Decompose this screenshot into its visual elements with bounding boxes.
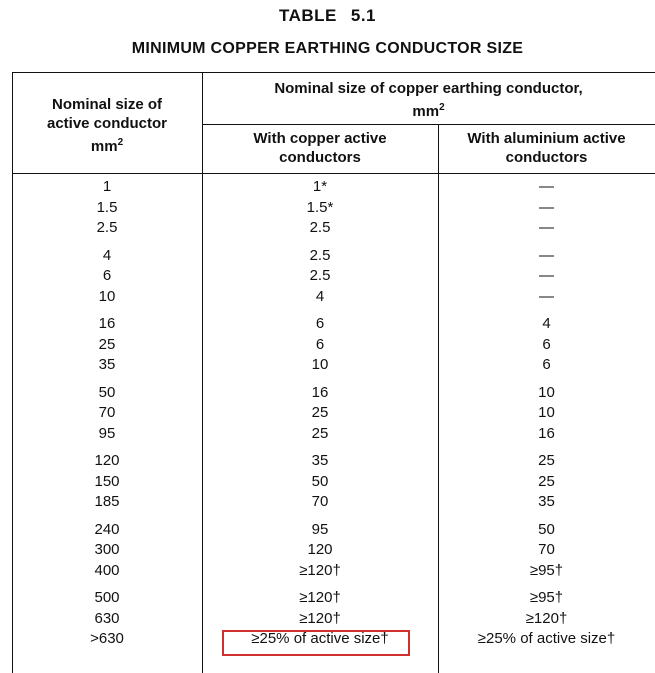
row-aluminium-size: — [539,287,554,305]
row-active-size: 400 [94,561,120,579]
row-copper-size: 25 [311,404,329,421]
row-copper-size: 4 [315,287,325,305]
row-active-size: 16 [98,315,116,332]
row-active-size: 10 [98,287,116,305]
row-active-size: 35 [98,356,116,373]
header-group-line1: Nominal size of copper earthing conductor, [274,80,583,97]
row-copper-size: 25 [311,424,329,442]
table-label: TABLE [278,6,337,25]
row-active-size: 4 [102,246,112,264]
header-divider [202,124,655,125]
header-active-unit: $mm^2$ [90,137,124,155]
row-copper-size: 2.5 [309,246,331,264]
row-aluminium-size: — [539,198,554,216]
header-copper-line1: With copper active [253,130,387,147]
row-copper-size: 6 [315,335,325,353]
header-bottom-rule [12,173,655,174]
row-active-size: 6 [102,267,112,284]
row-copper-size: 70 [311,493,329,510]
row-aluminium-size: ≥25% of active size† [477,630,616,647]
row-copper-size: ≥120† [299,589,341,606]
header-active-line2: active conductor [46,115,168,132]
row-active-size: 500 [94,589,120,606]
row-aluminium-size: 10 [538,404,555,421]
row-aluminium-size: 70 [538,541,555,558]
table-number [0,6,655,26]
header-aluminium-line2: conductors [505,149,588,166]
row-copper-size: 16 [311,383,329,401]
row-copper-size: 2.5 [309,267,331,284]
row-copper-size: 2.5 [309,219,331,236]
row-active-size: 300 [94,541,120,558]
row-active-size: 50 [98,383,116,401]
row-copper-size: 95 [311,520,329,538]
header-aluminium-active [438,129,655,167]
earthing-conductor-table [12,72,655,673]
header-copper-line2: conductors [279,149,361,166]
header-copper-active [202,129,438,167]
row-active-size: 70 [98,404,116,421]
header-aluminium-line1: With aluminium active [467,130,626,147]
header-active-line1: Nominal size of [51,96,163,113]
row-active-size: 240 [94,520,120,538]
row-aluminium-size: 35 [538,493,555,510]
row-active-size: 95 [98,424,116,442]
row-active-size: 25 [98,335,116,353]
row-aluminium-size: 16 [538,424,555,442]
row-copper-size: 10 [311,356,329,373]
row-aluminium-size: — [539,219,554,236]
row-aluminium-size: 4 [542,315,551,332]
row-copper-size: 50 [311,472,329,490]
row-copper-size: ≥120† [299,609,341,627]
row-active-size: 150 [94,472,120,490]
row-active-size: >630 [90,630,124,647]
row-aluminium-size: — [539,178,554,195]
row-active-size: 630 [94,609,120,627]
row-aluminium-size: 10 [538,383,555,401]
row-aluminium-size: 25 [538,452,555,469]
row-aluminium-size: ≥120† [525,609,568,627]
row-copper-size: ≥120† [299,561,341,579]
header-group-unit: $mm^2$ [412,102,445,120]
row-copper-size: 1* [312,178,328,195]
row-active-size: 185 [94,493,120,510]
highlight-box [222,630,410,656]
table-title: MINIMUM COPPER EARTHING CONDUCTOR SIZE [131,40,524,57]
header-active-size [12,95,202,156]
row-aluminium-size: — [539,246,554,264]
row-aluminium-size: 6 [542,356,551,373]
row-active-size: 120 [94,452,120,469]
table-number-value: 5.1 [350,6,377,25]
row-copper-size: 35 [311,452,329,469]
row-active-size: 1.5 [96,198,118,216]
header-earthing-group [202,79,655,121]
row-aluminium-size: — [539,267,554,284]
row-aluminium-size: 50 [538,520,555,538]
row-active-size: 1 [102,178,112,195]
row-aluminium-size: ≥95† [529,589,564,606]
row-aluminium-size: 6 [542,335,551,353]
row-copper-size: 120 [307,541,333,558]
row-aluminium-size: ≥95† [529,561,564,579]
row-copper-size: 6 [315,315,325,332]
row-active-size: 2.5 [96,219,118,236]
row-aluminium-size: 25 [538,472,555,490]
row-copper-size: ≥25% of active size† [251,630,389,647]
row-copper-size: 1.5* [306,198,334,216]
